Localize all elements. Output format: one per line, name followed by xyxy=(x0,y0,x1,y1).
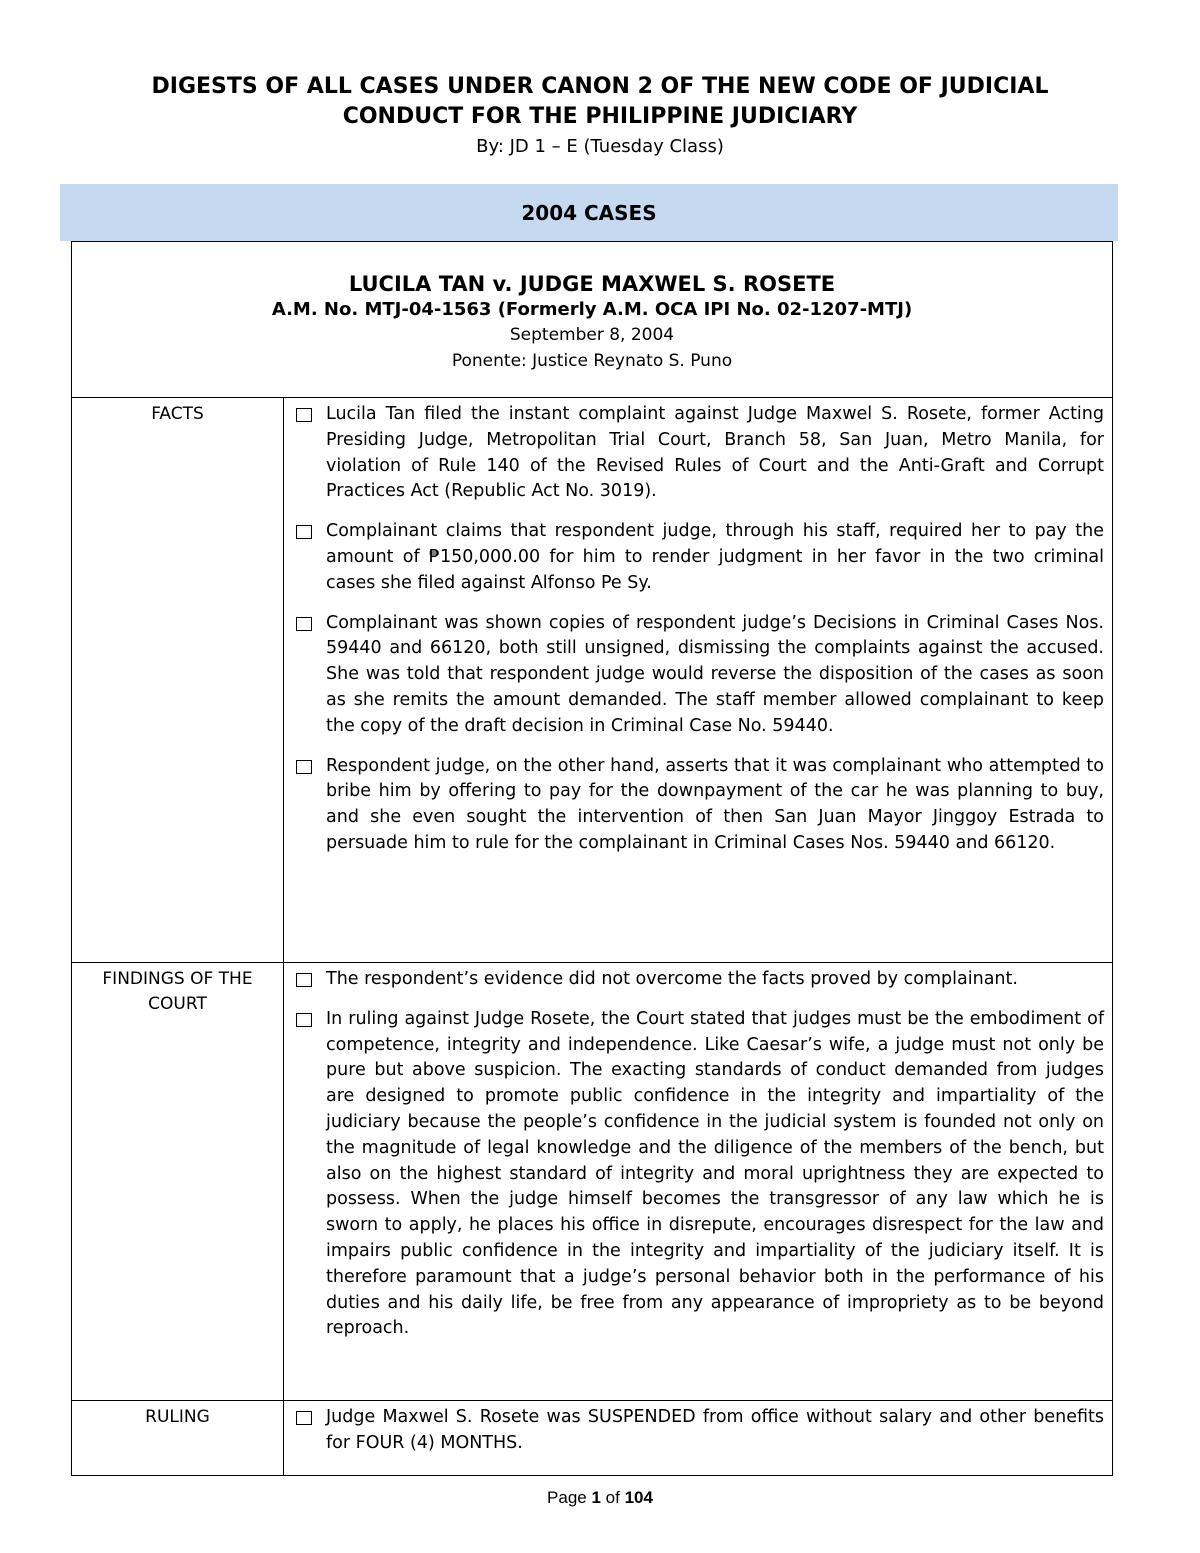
row-facts xyxy=(72,398,1112,963)
list-item: Respondent judge, on the other hand, asserts that it was complainant who attempted to bribe him by offering to pay for the downpayment of the car he was planning to buy, and she even sought the intervention of then San Juan Mayor Jinggoy Estrada to persuade him to rule for the complainant in Criminal Cases Nos. 59440 and 66120. xyxy=(296,754,1104,857)
footer-page-total: 104 xyxy=(624,1488,653,1507)
title-line-2: CONDUCT FOR THE PHILIPPINE JUDICIARY xyxy=(342,104,858,129)
case-ponente: Ponente: Justice Reynato S. Puno xyxy=(451,351,733,371)
checkbox-bullet-icon xyxy=(296,760,312,774)
list-item: Judge Maxwel S. Rosete was SUSPENDED from office without salary and other benefits for FOUR (4) MONTHS. xyxy=(296,1405,1104,1457)
checkbox-bullet-icon xyxy=(296,973,312,987)
checkbox-bullet-icon xyxy=(296,408,312,422)
title-line-1: DIGESTS OF ALL CASES UNDER CANON 2 OF THE NEW CODE OF JUDICIAL xyxy=(151,74,1049,99)
case-header xyxy=(72,242,1112,398)
footer-of-word: of xyxy=(605,1488,620,1507)
page-footer xyxy=(60,1488,1140,1508)
checkbox-bullet-icon xyxy=(296,617,312,631)
byline: By: JD 1 – E (Tuesday Class) xyxy=(476,136,724,157)
checkbox-bullet-icon xyxy=(296,1013,312,1027)
row-content-ruling xyxy=(284,1401,1112,1475)
case-date: September 8, 2004 xyxy=(509,325,675,345)
case-number: A.M. No. MTJ-04-1563 (Formerly A.M. OCA IPI No. 02-1207-MTJ) xyxy=(271,299,913,320)
case-name: LUCILA TAN v. JUDGE MAXWEL S. ROSETE xyxy=(348,272,836,296)
footer-page-word: Page xyxy=(547,1488,587,1507)
list-item: Complainant claims that respondent judge, through his staff, required her to pay the amount of ₱150,000.00 for him to render judgment in her favor in the two criminal cases she filed against Alfonso Pe Sy. xyxy=(296,519,1104,596)
checkbox-bullet-icon xyxy=(296,525,312,539)
list-item: Complainant was shown copies of respondent judge’s Decisions in Criminal Cases Nos. 59440 and 66120, both still unsigned, dismissing the complaints against the accused. She was told that respondent judge would reverse the disposition of the cases as soon as she remits the amount demanded. The staff member allowed complainant to keep the copy of the draft decision in Criminal Case No. 59440. xyxy=(296,611,1104,740)
row-ruling xyxy=(72,1401,1112,1475)
row-content-findings xyxy=(284,963,1112,1400)
row-label-ruling: RULING xyxy=(72,1401,284,1475)
list-item: In ruling against Judge Rosete, the Court stated that judges must be the embodiment of competence, integrity and independence. Like Caesar’s wife, a judge must not only be pure but above suspicion. The exacting standards of conduct demanded from judges are designed to promote public confidence in the integrity and impartiality of the judiciary because the people’s confidence in the judicial system is founded not only on the magnitude of legal knowledge and the diligence of the members of the bench, but also on the highest standard of integrity and moral uprightness they are expected to possess. When the judge himself becomes the transgressor of any law which he is sworn to apply, he places his office in disrepute, encourages disrespect for the law and impairs public confidence in the integrity and impartiality of the judiciary itself. It is therefore paramount that a judge’s personal behavior both in the performance of his duties and his daily life, be free from any appearance of impropriety as to be beyond reproach. xyxy=(296,1007,1104,1342)
footer-page-number: 1 xyxy=(591,1488,601,1507)
checkbox-bullet-icon xyxy=(296,1411,312,1425)
section-band xyxy=(60,184,1118,241)
list-item: Lucila Tan filed the instant complaint against Judge Maxwel S. Rosete, former Acting Presiding Judge, Metropolitan Trial Court, Branch 58, San Juan, Metro Manila, for violation of Rule 140 of the Revised Rules of Court and the Anti-Graft and Corrupt Practices Act (Republic Act No. 3019). xyxy=(296,402,1104,505)
section-band-label: 2004 CASES xyxy=(521,200,657,225)
row-label-facts: FACTS xyxy=(72,398,284,962)
document-title xyxy=(60,72,1140,132)
list-item: The respondent’s evidence did not overcome the facts proved by complainant. xyxy=(296,967,1104,993)
row-content-facts xyxy=(284,398,1112,962)
row-label-findings: FINDINGS OF THE COURT xyxy=(72,963,284,1400)
row-findings xyxy=(72,963,1112,1401)
case-table xyxy=(71,241,1113,1476)
